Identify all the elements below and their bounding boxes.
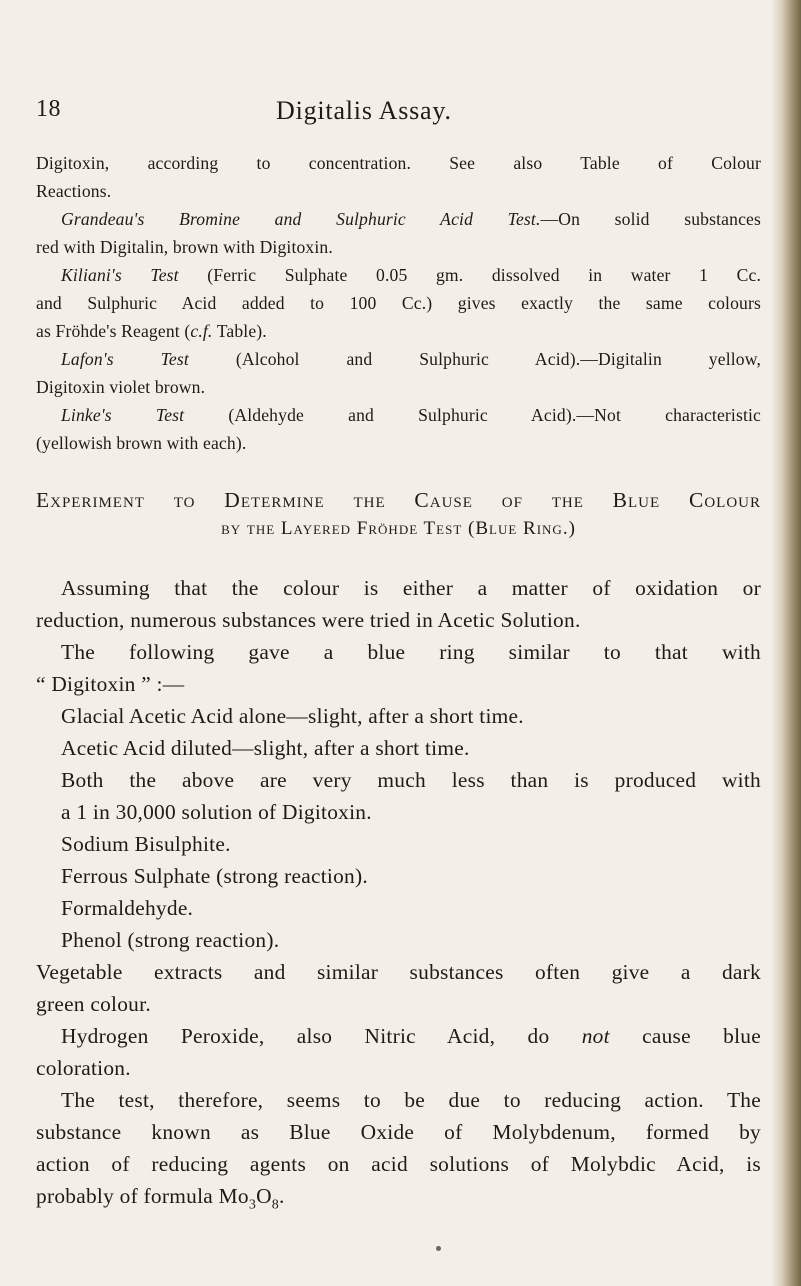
text-fragment: O xyxy=(256,1184,272,1208)
list-item: Sodium Bisulphite. xyxy=(61,832,231,856)
emphasis-not: not xyxy=(581,1024,610,1048)
test-description: (Aldehyde and Sulphuric Acid).—Not characteristic xyxy=(184,405,762,425)
text-line: red with Digitalin, brown with Digitoxin. xyxy=(36,237,333,257)
test-description: —On solid substances xyxy=(540,209,761,229)
test-name: Kiliani's Test xyxy=(61,265,179,285)
test-name: Linke's Test xyxy=(61,405,185,425)
text-line: action of reducing agents on acid solutions of Molybdic Acid, is xyxy=(36,1152,761,1176)
formula-line xyxy=(36,1181,285,1221)
text-line: and Sulphuric Acid added to 100 Cc.) gives exactly the same colours xyxy=(36,293,761,313)
cf-abbreviation: c.f. xyxy=(190,321,213,341)
test-entry-lafon xyxy=(61,345,761,373)
list-item-continued: a 1 in 30,000 solution of Digitoxin. xyxy=(61,800,372,824)
text-line: Assuming that the colour is either a matter of oxidation or xyxy=(61,576,761,600)
text-line: “ Digitoxin ” :— xyxy=(36,672,185,696)
test-description: (Ferric Sulphate 0.05 gm. dissolved in water 1 Cc. xyxy=(178,265,761,285)
text-fragment: as Fröhde's Reagent ( xyxy=(36,321,191,341)
subscript: 3 xyxy=(248,1197,257,1213)
text-line xyxy=(36,317,267,345)
text-line: Digitoxin violet brown. xyxy=(36,377,206,397)
test-entry-linke xyxy=(61,401,761,429)
text-fragment: Hydrogen Peroxide, also Nitric Acid, do xyxy=(61,1024,582,1048)
list-item: Formaldehyde. xyxy=(61,896,194,920)
section-heading: Experiment to Determine the Cause of the Blue Colour xyxy=(36,488,761,512)
text-fragment: probably of formula Mo xyxy=(36,1184,249,1208)
text-line: Digitoxin, according to concentration. See also Table of Colour xyxy=(36,153,761,173)
text-line: green colour. xyxy=(36,992,151,1016)
running-title: Digitalis Assay. xyxy=(276,96,452,125)
list-item: Acetic Acid diluted—slight, after a short time. xyxy=(61,736,470,760)
text-fragment: . xyxy=(279,1184,285,1208)
text-line: coloration. xyxy=(36,1056,131,1080)
test-description: (Alcohol and Sulphuric Acid).—Digitalin yellow, xyxy=(188,349,761,369)
text-fragment: cause blue xyxy=(609,1024,761,1048)
subscript: 8 xyxy=(271,1197,280,1213)
test-name: Grandeau's Bromine and Sulphuric Acid Test. xyxy=(61,209,541,229)
text-line: substance known as Blue Oxide of Molybdenum, formed by xyxy=(36,1120,761,1144)
test-name: Lafon's Test xyxy=(61,349,189,369)
section-subheading: by the Layered Fröhde Test (Blue Ring.) xyxy=(221,518,576,539)
text-fragment: Table). xyxy=(212,321,267,341)
text-line: reduction, numerous substances were tried in Acetic Solution. xyxy=(36,608,581,632)
list-item: Glacial Acetic Acid alone—slight, after a short time. xyxy=(61,704,524,728)
text-line: Vegetable extracts and similar substances often give a dark xyxy=(36,960,761,984)
page-edge-shadow xyxy=(771,0,801,1286)
list-item: Phenol (strong reaction). xyxy=(61,928,280,952)
text-line: The test, therefore, seems to be due to reducing action. The xyxy=(61,1088,761,1112)
text-line: Reactions. xyxy=(36,181,112,201)
ink-dot xyxy=(436,1246,441,1251)
test-entry-kiliani xyxy=(61,261,761,289)
list-item: Ferrous Sulphate (strong reaction). xyxy=(61,864,368,888)
text-line: The following gave a blue ring similar to that with xyxy=(61,640,761,664)
test-entry-grandeau xyxy=(61,205,761,233)
page-number: 18 xyxy=(36,96,61,122)
list-item: Both the above are very much less than is produced with xyxy=(61,768,761,792)
text-line: (yellowish brown with each). xyxy=(36,433,247,453)
page-header xyxy=(36,96,766,136)
text-line xyxy=(61,1021,761,1053)
